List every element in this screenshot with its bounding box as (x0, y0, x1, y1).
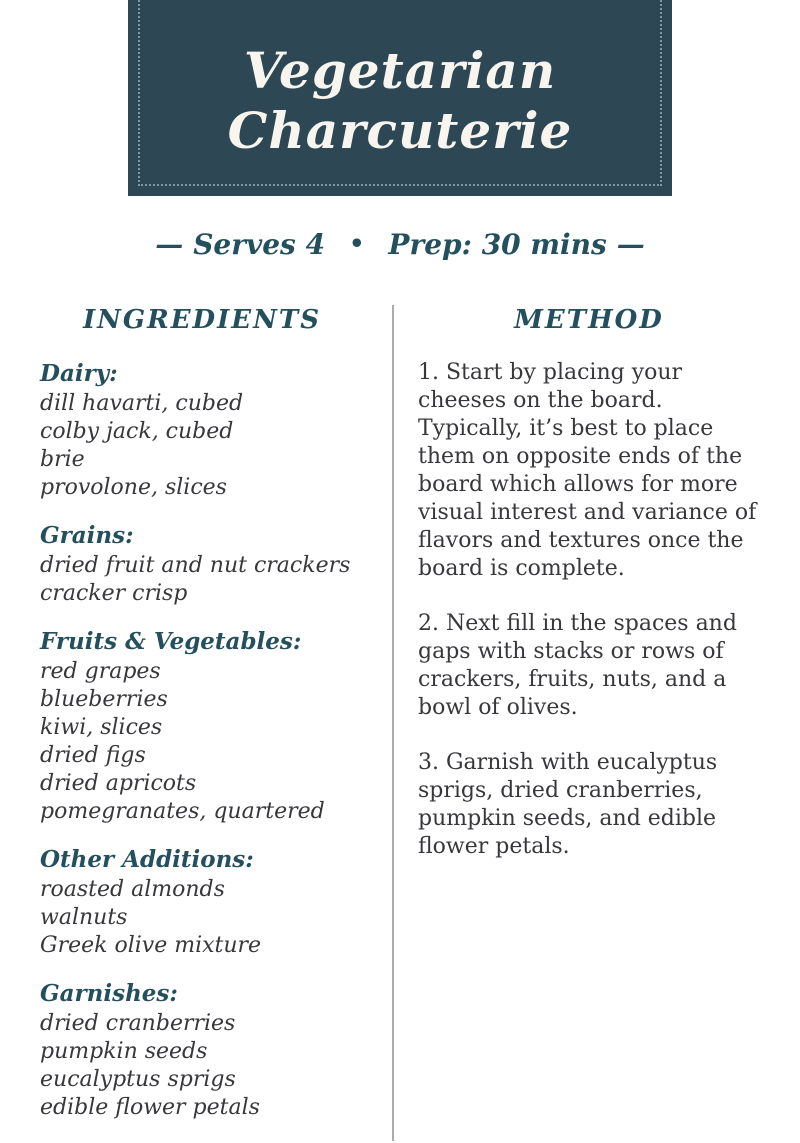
method-steps (418, 359, 760, 861)
recipe-title-line1: Vegetarian (243, 41, 557, 100)
ingredient-section (40, 979, 364, 1122)
ingredient-item: pomegranates, quartered (40, 799, 325, 824)
ingredient-category-label: Garnishes: (40, 980, 178, 1007)
recipe-title (228, 35, 573, 161)
bullet-separator: • (349, 229, 365, 258)
serves-text: Serves 4 (193, 228, 326, 261)
content-columns (0, 305, 800, 1141)
ingredient-section (40, 521, 364, 608)
method-step: 2. Next fill in the spaces and gaps with stacks or rows of crackers, fruits, nuts, and a bowl of olives. (418, 611, 737, 720)
recipe-header-banner (128, 0, 672, 196)
method-step: 1. Start by placing your cheeses on the board. Typically, it’s best to place them on opposite ends of the board which allows for more visual interest and variance of flavors and textures once the board is complete. (418, 360, 757, 581)
ingredient-section (40, 627, 364, 826)
ingredient-item: provolone, slices (40, 475, 227, 500)
ingredient-item: pumpkin seeds (40, 1039, 208, 1064)
serving-info (0, 226, 800, 263)
ingredient-item: kiwi, slices (40, 715, 163, 740)
em-dash-right: — (616, 228, 645, 261)
ingredient-item: dried fruit and nut crackers (40, 553, 351, 578)
ingredient-item: blueberries (40, 687, 168, 712)
method-heading: METHOD (514, 305, 664, 335)
ingredient-item: eucalyptus sprigs (40, 1067, 236, 1092)
ingredient-item: roasted almonds (40, 877, 225, 902)
method-column (418, 305, 760, 1141)
ingredient-category-label: Fruits & Vegetables: (40, 628, 302, 655)
ingredient-item: colby jack, cubed (40, 419, 234, 444)
ingredient-item: dried cranberries (40, 1011, 236, 1036)
ingredient-item: walnuts (40, 905, 128, 930)
ingredient-item: Greek olive mixture (40, 933, 262, 958)
em-dash-left: — (155, 228, 184, 261)
ingredients-sections (40, 359, 364, 1122)
ingredient-category-label: Grains: (40, 522, 134, 549)
recipe-title-line2: Charcuterie (227, 101, 573, 160)
column-divider (392, 305, 394, 1141)
ingredient-item: cracker crisp (40, 581, 188, 606)
ingredient-section (40, 845, 364, 960)
ingredient-item: red grapes (40, 659, 161, 684)
ingredient-item: dried figs (40, 743, 146, 768)
ingredient-category-label: Other Additions: (40, 846, 254, 873)
ingredient-item: edible flower petals (40, 1095, 260, 1120)
ingredient-item: brie (40, 447, 85, 472)
ingredients-column (40, 305, 364, 1141)
ingredients-heading: INGREDIENTS (83, 305, 321, 335)
ingredient-section (40, 359, 364, 502)
ingredient-category-label: Dairy: (40, 360, 118, 387)
ingredient-item: dried apricots (40, 771, 197, 796)
prep-time-text: Prep: 30 mins (388, 228, 607, 261)
method-step: 3. Garnish with eucalyptus sprigs, dried cranberries, pumpkin seeds, and edible flower petals. (418, 750, 718, 859)
ingredient-item: dill havarti, cubed (40, 391, 244, 416)
